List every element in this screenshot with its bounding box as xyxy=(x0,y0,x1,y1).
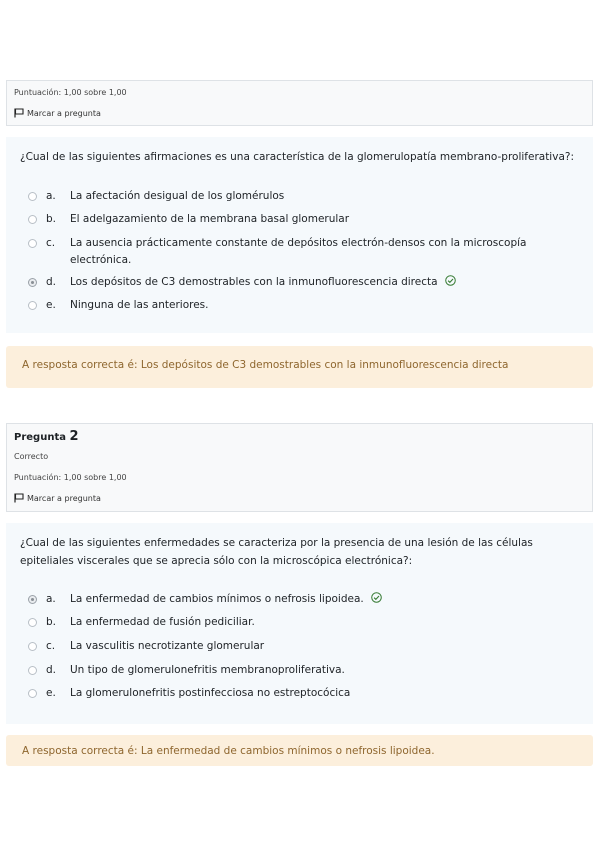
question-2-answer-e[interactable]: e. La glomerulonefritis postinfecciosa no estreptocócica xyxy=(28,685,575,702)
question-2-info xyxy=(6,423,593,512)
question-1-grade: Puntuación: 1,00 sobre 1,00 xyxy=(14,88,127,97)
radio-c[interactable] xyxy=(28,239,37,248)
question-2-right-answer: A resposta correcta é: La enfermedad de cambios mínimos o nefrosis lipoidea. xyxy=(6,735,593,766)
question-1-answer-d[interactable]: d. Los depósitos de C3 demostrables con la inmunofluorescencia directa xyxy=(28,274,575,291)
flag-icon xyxy=(14,108,24,118)
question-2-answer-c[interactable]: c. La vasculitis necrotizante glomerular xyxy=(28,638,575,655)
question-1-text: ¿Cual de las siguientes afirmaciones es una característica de la glomerulopatía membrano-proliferativa?: xyxy=(20,151,574,163)
flag-icon xyxy=(14,493,24,503)
question-2-text: ¿Cual de las siguientes enfermedades se caracteriza por la presencia de una lesión de las células epiteliales viscerales que se aprecia sólo con la microscópica electrónica?: xyxy=(20,537,533,567)
correct-check-icon xyxy=(445,275,456,286)
question-1-flag-link[interactable] xyxy=(14,108,101,118)
radio-e[interactable] xyxy=(28,301,37,310)
question-1-answer-e[interactable]: e. Ninguna de las anteriores. xyxy=(28,297,575,314)
question-2-flag-link[interactable] xyxy=(14,493,101,503)
question-2-answer-a[interactable]: a. La enfermedad de cambios mínimos o nefrosis lipoidea. xyxy=(28,591,575,608)
radio-e[interactable] xyxy=(28,689,37,698)
question-1-answer-c[interactable]: c. La ausencia prácticamente constante de depósitos electrón-densos con la microscopía electrónica. xyxy=(28,235,575,269)
radio-d-selected[interactable] xyxy=(28,278,37,287)
question-1-flag-label: Marcar a pregunta xyxy=(27,108,101,118)
radio-b[interactable] xyxy=(28,215,37,224)
radio-c[interactable] xyxy=(28,642,37,651)
question-2-formulation xyxy=(6,523,593,724)
radio-d[interactable] xyxy=(28,666,37,675)
question-2-state: Correcto xyxy=(14,452,49,461)
question-1-answer-a[interactable]: a. La afectación desigual de los glomérulos xyxy=(28,188,575,205)
question-1-answer-b[interactable]: b. El adelgazamiento de la membrana basal glomerular xyxy=(28,211,575,228)
question-2-answer-d[interactable]: d. Un tipo de glomerulonefritis membranoproliferativa. xyxy=(28,662,575,679)
question-2-number: Pregunta 2 xyxy=(14,429,79,444)
radio-a[interactable] xyxy=(28,192,37,201)
radio-b[interactable] xyxy=(28,618,37,627)
question-2-answer-b[interactable]: b. La enfermedad de fusión pediciliar. xyxy=(28,614,575,631)
radio-a-selected[interactable] xyxy=(28,595,37,604)
correct-check-icon xyxy=(371,592,382,603)
question-1-right-answer: A resposta correcta é: Los depósitos de C3 demostrables con la inmunofluorescencia directa xyxy=(6,346,593,388)
question-2-grade: Puntuación: 1,00 sobre 1,00 xyxy=(14,473,127,482)
question-1-info xyxy=(6,80,593,126)
question-2-flag-label: Marcar a pregunta xyxy=(27,493,101,503)
question-1-formulation xyxy=(6,137,593,333)
